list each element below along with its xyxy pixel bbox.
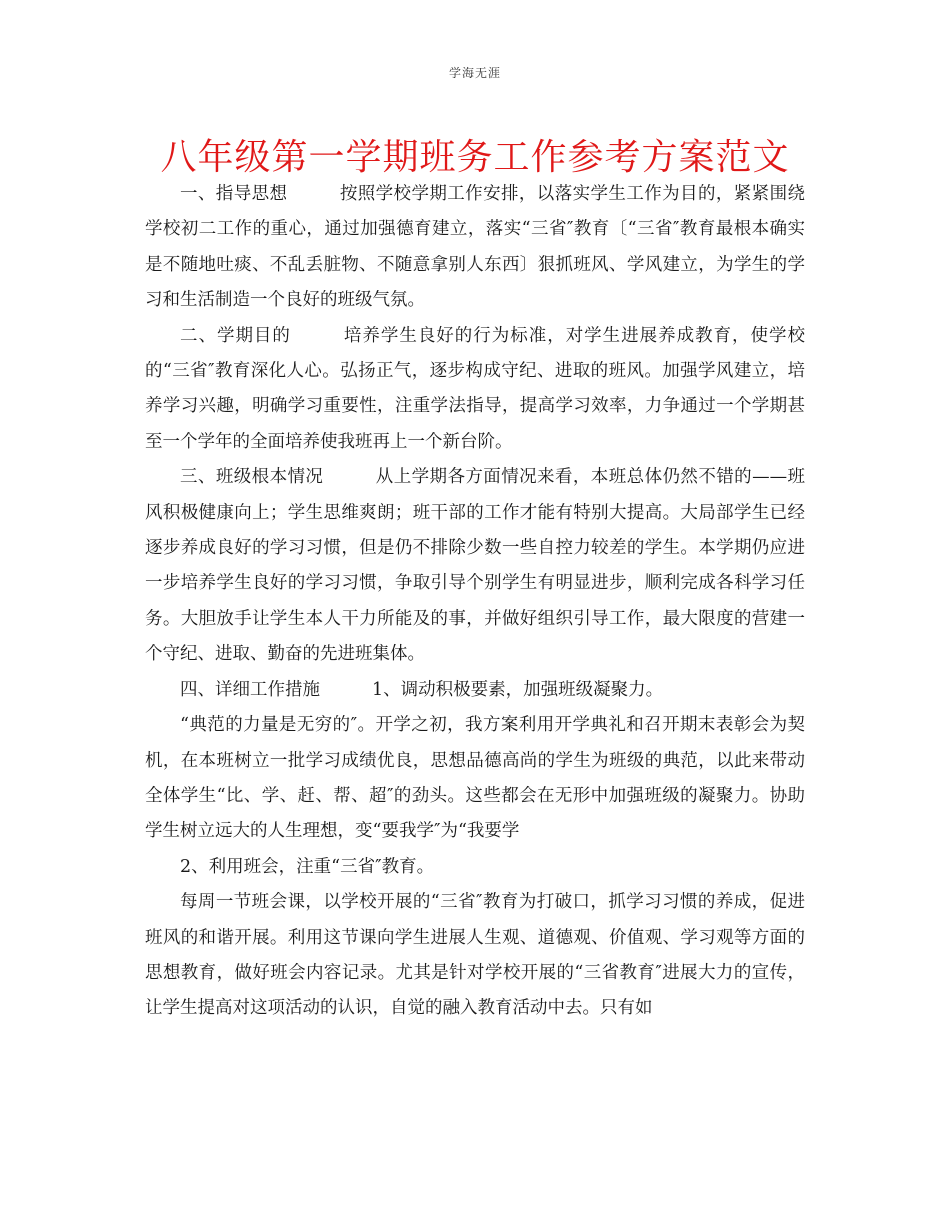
paragraph-text: 2、利用班会，注重“三省″教育。 xyxy=(180,856,435,877)
page-header: 学海无涯 xyxy=(448,66,501,80)
paragraph-text: “典范的力量是无穷的″。开学之初，我方案利用开学典礼和召开期末表彰会为契机，在本班树立一批学习成绩优良，思想品德高尚的学生为班级的典范，以此来带动全体学生“比、学、赶、帮、超″的劲头。这些都会在无形中加强班级的凝聚力。协助学生树立远大的人生理想，变“要我学″为“我要学 xyxy=(145,715,805,842)
section-heading: 一、指导思想 xyxy=(180,184,288,204)
paragraph-semester-goals xyxy=(145,319,805,461)
section-heading: 二、学期目的 xyxy=(180,325,291,346)
paragraph-work-measures xyxy=(145,673,805,708)
document-title: 八年级第一学期班务工作参考方案范文 xyxy=(160,137,790,178)
paragraph-text: 1、调动积极要素，加强班级凝聚力。 xyxy=(372,679,664,700)
paragraph-text: 每周一节班会课，以学校开展的“三省″教育为打破口，抓学习习惯的养成，促进班风的和谐开展。利用这节课向学生进展人生观、道德观、价值观、学习观等方面的思想教育，做好班会内容记录。尤其是针对学校开展的“三省教育″进展大力的宣传，让学生提高对这项活动的认识，自觉的融入教育活动中去。只有如 xyxy=(145,892,805,1019)
paragraph-weekly-meeting xyxy=(145,885,805,1027)
paragraph-text: 从上学期各方面情况来看，本班总体仍然不错的——班风积极健康向上；学生思维爽朗；班干部的工作才能有特别大提高。大局部学生已经逐步养成良好的学习习惯，但是仍不排除少数一些自控力较差的学生。本学期仍应进一步培养学生良好的学习习惯，争取引导个别学生有明显进步，顺利完成各科学习任务。大胆放手让学生本人干力所能及的事，并做好组织引导工作，最大限度的营建一个守纪、进取、勤奋的先进班集体。 xyxy=(145,467,806,665)
paragraph-guiding-ideology xyxy=(145,177,805,319)
paragraph-role-models xyxy=(145,708,805,850)
paragraph-class-situation xyxy=(145,460,805,672)
document-body xyxy=(145,177,805,1027)
paragraph-text: 培养学生良好的行为标准，对学生进展养成教育，使学校的“三省″教育深化人心。弘扬正气，逐步构成守纪、进取的班风。加强学风建立，培养学习兴趣，明确学习重要性，注重学法指导，提高学习效率，力争通过一个学期甚至一个学年的全面培养使我班再上一个新台阶。 xyxy=(145,325,806,452)
section-heading: 四、详细工作措施 xyxy=(180,679,320,700)
section-heading: 三、班级根本情况 xyxy=(180,467,324,488)
paragraph-text: 按照学校学期工作安排，以落实学生工作为目的，紧紧围绕学校初二工作的重心，通过加强德育建立，落实“三省″教育〔“三省″教育最根本确实是不随地吐痰、不乱丢脏物、不随意拿别人东西〕狠抓班风、学风建立，为学生的学习和生活制造一个良好的班级气氛。 xyxy=(145,184,805,311)
paragraph-class-meetings xyxy=(145,850,805,885)
